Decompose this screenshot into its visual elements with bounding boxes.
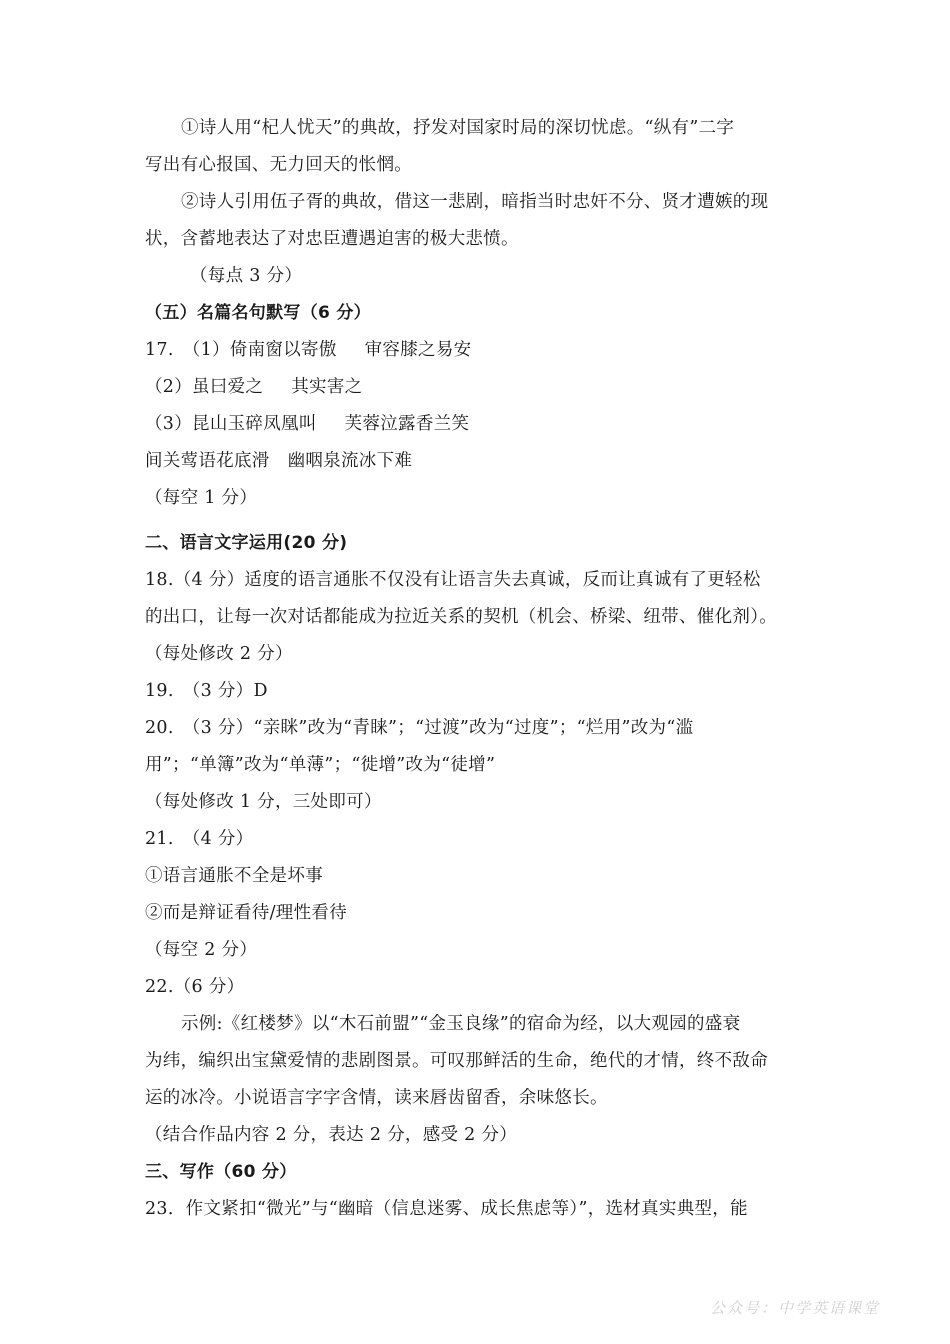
question-21-answer-2: ②而是辩证看待/理性看待 <box>145 903 347 923</box>
question-17-line-2 <box>145 375 362 399</box>
question-22-example-line-3: 运的冰冷。小说语言字字含情，读来唇齿留香，余味悠长。 <box>145 1088 608 1108</box>
watermark: 公众号：中学英语课堂 <box>709 1299 880 1317</box>
q17-answer-2b: 其实害之 <box>291 377 363 397</box>
score-note: （每空 2 分） <box>145 940 258 960</box>
q17-answer-1b: 审容膝之易安 <box>364 340 472 360</box>
q17-answer-4b: 幽咽泉流冰下难 <box>287 451 413 471</box>
question-20-line-1: 20. （3 分）“亲眯”改为“青睐”；“过渡”改为“过度”；“烂用”改为“滥 <box>145 718 694 738</box>
question-19: 19. （3 分）D <box>145 681 268 701</box>
answer-paragraph-1-line-1: ①诗人用“杞人忧天”的典故，抒发对国家时局的深切忧虑。“纵有”二字 <box>181 118 735 138</box>
score-note: （每点 3 分） <box>190 266 303 286</box>
question-22-example-line-1: 示例:《红楼梦》以“木石前盟”“金玉良缘”的宿命为经，以大观园的盛衰 <box>181 1014 741 1034</box>
question-17-line-1 <box>145 338 471 362</box>
part-heading: 二、语言文字运用(20 分) <box>145 533 348 553</box>
part-heading: 三、写作（60 分） <box>145 1162 297 1182</box>
q17-answer-4a: 间关莺语花底滑 <box>145 451 270 471</box>
question-18-line-2: 的出口，让每一次对话都能成为拉近关系的契机（机会、桥梁、纽带、催化剂）。 <box>145 607 778 627</box>
question-23: 23．作文紧扣“微光”与“幽暗（信息迷雾、成长焦虑等）”，选材真实典型，能 <box>145 1199 748 1219</box>
question-17-line-4 <box>145 449 412 473</box>
answer-paragraph-2-line-1: ②诗人引用伍子胥的典故，借这一悲剧，暗指当时忠奸不分、贤才遭嫉的现 <box>181 192 769 212</box>
q17-answer-3b: 芙蓉泣露香兰笑 <box>344 414 470 434</box>
q17-answer-1a: 17. （1）倚南窗以寄傲 <box>145 340 337 360</box>
answer-paragraph-1-line-2: 写出有心报国、无力回天的怅惘。 <box>145 155 412 175</box>
section-heading: （五）名篇名句默写（6 分） <box>145 303 371 323</box>
answer-paragraph-2-line-2: 状，含蓄地表达了对忠臣遭遇迫害的极大悲愤。 <box>145 229 519 249</box>
score-note: （每空 1 分） <box>145 488 258 508</box>
score-note: （每处修改 1 分，三处即可） <box>145 792 382 812</box>
q17-answer-3a: （3）昆山玉碎凤凰叫 <box>145 414 317 434</box>
question-18-line-1: 18.（4 分）适度的语言通胀不仅没有让语言失去真诚，反而让真诚有了更轻松 <box>145 570 761 590</box>
q17-answer-2a: （2）虽曰爱之 <box>145 377 264 397</box>
score-note: （每处修改 2 分） <box>145 644 293 664</box>
question-17-line-3 <box>145 412 469 436</box>
question-21-answer-1: ①语言通胀不全是坏事 <box>145 866 323 886</box>
question-21: 21. （4 分） <box>145 829 254 849</box>
question-22: 22.（6 分） <box>145 977 245 997</box>
question-20-line-2: 用”；“单簿”改为“单薄”；“徙增”改为“徒增” <box>145 755 496 775</box>
score-note: （结合作品内容 2 分，表达 2 分，感受 2 分） <box>145 1125 518 1145</box>
question-22-example-line-2: 为纬，编织出宝黛爱情的悲剧图景。可叹那鲜活的生命，绝代的才情，终不敌命 <box>145 1051 768 1071</box>
